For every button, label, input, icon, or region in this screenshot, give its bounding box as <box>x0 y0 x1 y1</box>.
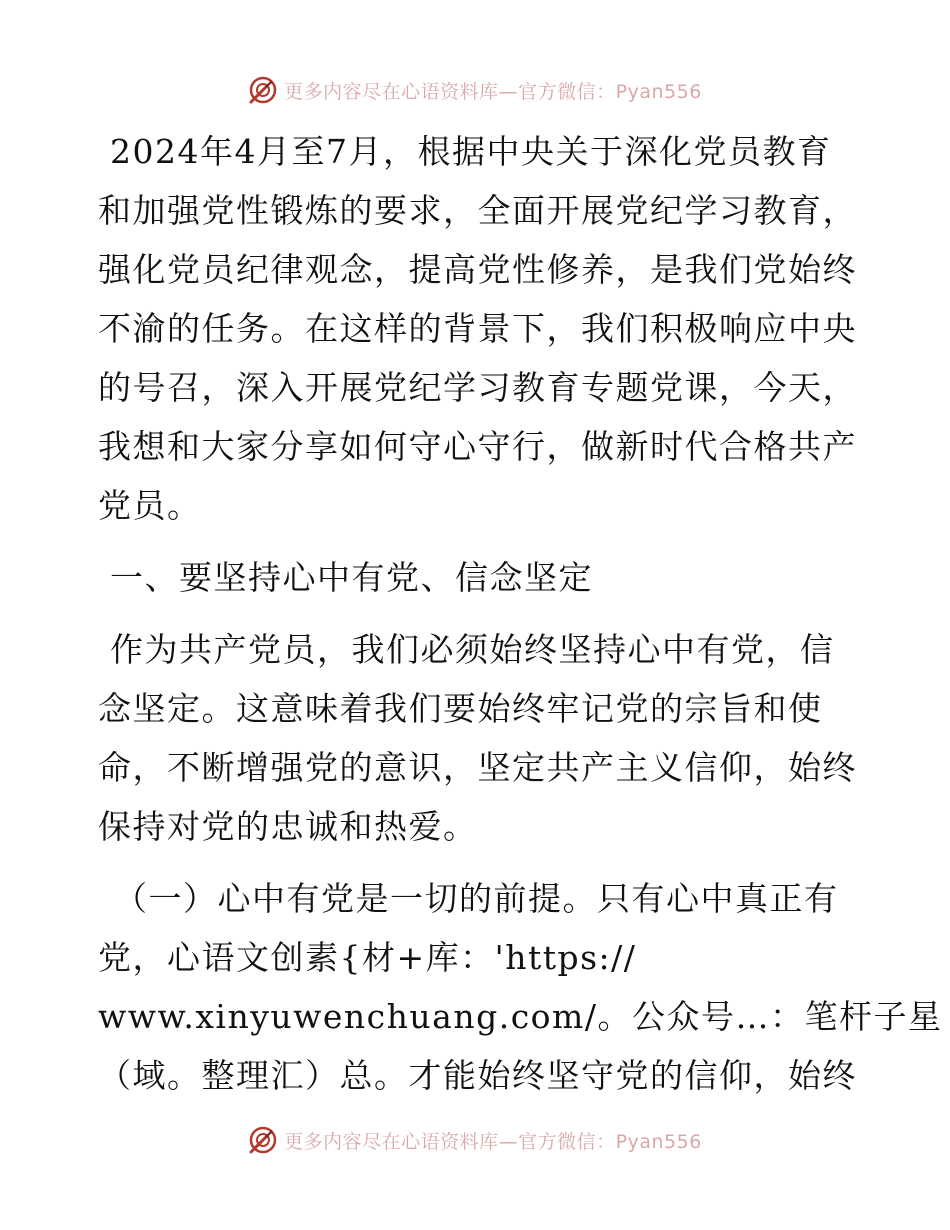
text-line: 党，心语文创素{材+库：'https:// <box>98 938 637 977</box>
watermark-text: 更多内容尽在心语资料库—官方微信：Pyan556 <box>284 1130 702 1153</box>
section-heading: 一、要坚持心中有党、信念坚定 <box>110 558 593 597</box>
text-line: 的号召，深入开展党纪学习教育专题党课，今天， <box>98 368 857 407</box>
text-line: 我想和大家分享如何守心守行，做新时代合格共产 <box>98 427 857 466</box>
text-line: 强化党员纪律观念，提高党性修养，是我们党始终 <box>98 250 857 289</box>
paragraph-subsection-1 <box>98 869 943 1105</box>
paragraph-section-1 <box>98 620 858 856</box>
text-line: 和加强党性锻炼的要求，全面开展党纪学习教育， <box>98 191 857 230</box>
pen-circle-logo-icon <box>248 75 278 105</box>
footer-watermark <box>0 1120 950 1160</box>
text-line: 念坚定。这意味着我们要始终牢记党的宗旨和使 <box>98 689 823 728</box>
text-line: （域。整理汇）总。才能始终坚守党的信仰，始终 <box>98 1056 857 1095</box>
text-line: 保持对党的忠诚和热爱。 <box>98 807 478 846</box>
text-line: （一）心中有党是一切的前提。只有心中真正有 <box>114 879 839 918</box>
watermark-text: 更多内容尽在心语资料库—官方微信：Pyan556 <box>284 80 702 103</box>
paragraph-intro <box>98 122 858 535</box>
text-line: 作为共产党员，我们必须始终坚持心中有党，信 <box>110 630 835 669</box>
document-body <box>98 122 943 1105</box>
text-line: www.xinyuwenchuang.com/。公众号…：笔杆子星 <box>98 997 943 1036</box>
text-line: 命，不断增强党的意识，坚定共产主义信仰，始终 <box>98 748 857 787</box>
text-line: 党员。 <box>98 486 202 525</box>
pen-circle-logo-icon <box>248 1125 278 1155</box>
text-line: 2024年4月至7月，根据中央关于深化党员教育 <box>110 132 832 171</box>
text-line: 不渝的任务。在这样的背景下，我们积极响应中央 <box>98 309 857 348</box>
header-watermark <box>0 70 950 110</box>
